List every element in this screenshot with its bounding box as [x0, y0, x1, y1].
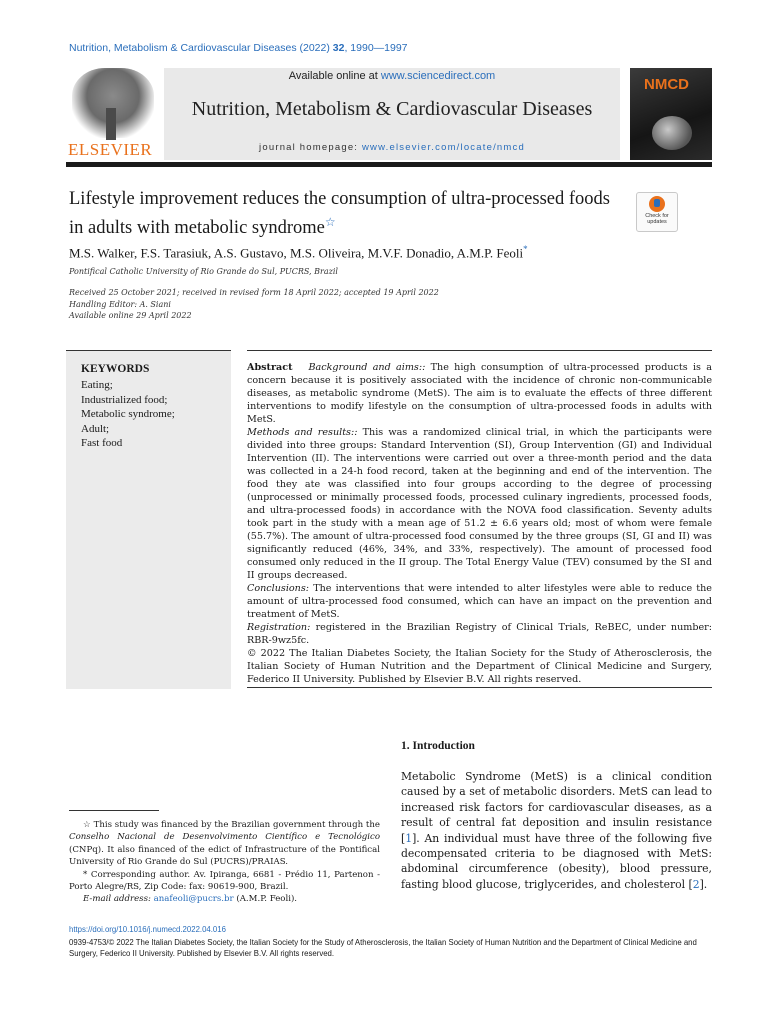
abstract-background [247, 361, 712, 426]
footnotes [69, 819, 380, 906]
keyword-item: Adult; [81, 422, 110, 435]
footnote-rule [69, 810, 159, 811]
abstract-registration [247, 621, 712, 647]
article-title [69, 188, 624, 240]
intro-text-c: ]. [699, 877, 708, 891]
email-label: E-mail address: [83, 894, 154, 905]
keywords-box [66, 350, 231, 689]
funding-footnote [69, 819, 380, 869]
funding-text-b: (CNPq). It also financed of the edict of Infrastructure of the Pontifical University of Rio Grande do Sul (PUCRS)/PRAIAS. [69, 844, 380, 868]
funding-agency: Conselho Nacional de Desenvolvimento Científico e Tecnológico [69, 832, 380, 843]
email-footnote [69, 893, 380, 905]
keyword-item: Metabolic syndrome; [81, 408, 175, 420]
author-list [69, 244, 528, 261]
journal-cover[interactable] [630, 68, 712, 160]
abstract-copyright: © 2022 The Italian Diabetes Society, the Italian Society for the Study of Atherosclerosis, the Italian Society of Human Nutrition and the Department of Clinical Medicine and Surgery, Federico II University. Published by Elsevier B.V. All rights reserved. [247, 648, 712, 685]
registration-text: registered in the Brazilian Registry of Clinical Trials, ReBEC, under number: RBR-9wz5fc. [247, 622, 712, 646]
abstract-label: Abstract [247, 362, 293, 373]
available-prefix: Available online at [288, 70, 381, 82]
corresponding-text: Corresponding author. Av. Ipiranga, 6681 - Prédio 11, Partenon - Porto Alegre/RS, Zip Code: fax: 90619-900, Brazil. [69, 869, 380, 893]
received-dates: Received 25 October 2021; received in revised form 18 April 2022; accepted 19 April 2022 [69, 288, 439, 297]
registration-heading: Registration: [247, 622, 311, 633]
intro-paragraph [401, 769, 712, 892]
citation-prefix: Nutrition, Metabolism & Cardiovascular Diseases (2022) [69, 42, 333, 54]
footer-copyright: 0939-4753/© 2022 The Italian Diabetes Society, the Italian Society for the Study of Atherosclerosis, the Italian Society of Human Nutrition and the Department of Clinical Medicine and Surgery, Federico II University. Published by Elsevier B.V. All rights reserved. [69, 938, 697, 958]
keywords-heading: KEYWORDS [81, 363, 150, 375]
intro-text-b: ]. An individual must have three of the following five decompensated criteria to be diagnosed with MetS: abdominal circumference (obesity), blood pressure, fasting blood glucose, triglycerides, and cholesterol [ [401, 831, 712, 891]
conclusions-text: The interventions that were intended to alter lifestyles were able to reduce the amount of ultra-processed food consumed, which can have an impact on the prevention and treatment of MetS. [247, 583, 712, 620]
abstract-methods [247, 426, 712, 582]
abstract-conclusions [247, 582, 712, 621]
funding-text-a: This study was financed by the Brazilian government through the [90, 820, 380, 830]
doi-link[interactable]: https://doi.org/10.1016/j.numecd.2022.04.016 [69, 925, 226, 934]
abstract-rule-bottom [247, 687, 712, 688]
keywords-list [81, 378, 175, 451]
intro-text-a: Metabolic Syndrome (MetS) is a clinical condition caused by a set of metabolic disorders. MetS can lead to increased risk factors for cardiovascular diseases, as a result of central fat deposition and insulin resistance [ [401, 770, 712, 845]
bookmark-icon [649, 196, 665, 212]
email-suffix: (A.M.P. Feoli). [233, 894, 298, 905]
header-rule [66, 162, 712, 167]
reference-link-1[interactable]: 1 [405, 831, 413, 845]
article-title-text: Lifestyle improvement reduces the consumption of ultra-processed foods in adults with metabolic syndrome [69, 189, 610, 239]
corresponding-footnote [69, 869, 380, 894]
journal-citation[interactable] [69, 42, 408, 54]
elsevier-logo [66, 68, 160, 160]
sciencedirect-link[interactable]: www.sciencedirect.com [380, 70, 496, 82]
tree-trunk [106, 108, 116, 140]
email-link[interactable]: anafeoli@pucrs.br [153, 894, 234, 905]
section-heading: 1. Introduction [401, 740, 475, 752]
heart-icon [652, 116, 692, 150]
available-online-date: Available online 29 April 2022 [69, 311, 192, 320]
funding-mark: ☆ [83, 820, 91, 830]
background-heading: Background and aims:: [308, 362, 426, 373]
citation-volume: 32 [332, 42, 345, 54]
homepage-prefix: journal homepage: [259, 142, 362, 153]
journal-homepage [164, 142, 620, 153]
keyword-item: Fast food [81, 437, 123, 449]
abstract-rule-top [247, 350, 712, 351]
conclusions-heading: Conclusions: [247, 583, 310, 594]
corresponding-mark[interactable]: * [523, 244, 528, 254]
available-online [164, 70, 620, 82]
authors-text: M.S. Walker, F.S. Tarasiuk, A.S. Gustavo, M.S. Oliveira, M.V.F. Donadio, A.M.P. Feoli [69, 245, 524, 261]
abstract [247, 361, 712, 686]
check-updates-label: Check for updates [645, 213, 669, 225]
affiliation: Pontifical Catholic University of Rio Grande do Sul, PUCRS, Brazil [69, 267, 338, 276]
journal-title: Nutrition, Metabolism & Cardiovascular Diseases [191, 98, 593, 120]
article-dates [69, 287, 439, 322]
title-footnote-mark[interactable]: ☆ [324, 215, 336, 229]
keyword-item: Eating; [81, 379, 113, 391]
homepage-link[interactable]: www.elsevier.com/locate/nmcd [361, 142, 525, 153]
methods-text: This was a randomized clinical trial, in which the participants were divided into three groups: Standard Intervention (SI), Group Intervention (GI) and Individual Intervention (II). The interventions were carried out over a three-month period and the data was collected in a 24-h food record, taken at the beginning and end of the intervention. The food they ate was classified into four groups according to the degree of processing (unprocessed or minimally processed foods, processed culinary ingredients, processed foods, and ultra-processed foods) in accordance with the NOVA food classification. Seventy adults took part in the study with a mean age of 51.2 ± 6.6 years old; most of whom were female (55.7%). The amount of ultra-processed food consumed by the three groups (SI, GI and II) was significantly reduced (46%, 34%, and 33%, respectively). The amount of processed food consumed only reduced in the II group. The Total Energy Value (TEV) consumed by the SI and II groups decreased. [247, 427, 712, 581]
background-text: The high consumption of ultra-processed products is a concern because it is positively associated with the incidence of chronic non-communicable diseases, as metabolic syndrome (MetS). The aim is to evaluate the effects of three different interventions to modify lifestyle on the consumption of ultra-processed foods in adults with MetS. [247, 362, 712, 425]
handling-editor: Handling Editor: A. Siani [69, 299, 171, 309]
keyword-item: Industrialized food; [81, 393, 168, 406]
corresponding-footnote-mark: * [83, 869, 88, 880]
reference-link-2[interactable]: 2 [692, 877, 700, 891]
cover-title: NMCD [644, 76, 689, 93]
publisher-wordmark: ELSEVIER [68, 140, 153, 159]
citation-pages: , 1990—1997 [344, 42, 408, 54]
methods-heading: Methods and results:: [247, 427, 358, 438]
check-for-updates-button[interactable] [636, 192, 678, 232]
